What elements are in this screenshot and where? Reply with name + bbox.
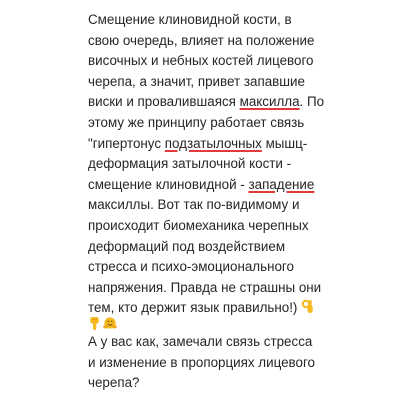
- text-line: [88, 32, 314, 50]
- text-run: деформаций под воздействием: [88, 238, 286, 254]
- text-line: [88, 52, 314, 70]
- point-down-icon: [88, 316, 101, 331]
- text-run: Смещение клиновидной кости, в: [88, 12, 292, 27]
- text-line: [88, 155, 291, 173]
- underlined-word: подзатылочных: [164, 135, 262, 151]
- text-line: [88, 135, 307, 153]
- text-run: черепа, а значит, привет запавшие: [88, 73, 305, 89]
- text-line: [88, 333, 312, 351]
- text-line: [88, 114, 304, 132]
- hugging-face-icon: [103, 316, 117, 331]
- underlined-word: западение: [248, 176, 315, 192]
- text-line: [88, 354, 315, 372]
- text-line: [88, 11, 292, 29]
- text-line: [88, 279, 321, 297]
- text-run: височных и небных костей лицевого: [88, 53, 314, 69]
- text-run: "гипертонус: [88, 135, 165, 151]
- text-run: мышц-: [261, 135, 308, 151]
- text-line: [88, 73, 305, 91]
- text-run: происходит биомеханика черепных: [88, 218, 309, 233]
- text-run: свою очередь, влияет на положение: [88, 32, 315, 48]
- text-line: [88, 217, 309, 235]
- text-line: [88, 238, 285, 256]
- ok-hand-icon: [301, 299, 314, 314]
- text-run: напряжения. Правда не страшны они: [88, 279, 322, 295]
- text-line: [88, 93, 324, 111]
- text-line: [88, 299, 314, 317]
- emoji-line: [88, 316, 117, 334]
- text-line: [88, 176, 314, 194]
- text-line: [88, 258, 294, 276]
- text-run: деформация затылочной кости -: [88, 156, 292, 172]
- text-run: этому же принципу работает связь: [88, 115, 305, 130]
- text-run: виски и провалившаяся: [88, 94, 240, 110]
- text-run: А у вас как, замечали связь стресса: [88, 334, 313, 349]
- text-line: [88, 374, 139, 392]
- text-run: смещение клиновидной -: [88, 176, 249, 192]
- text-run: максиллы. Вот так по-видимому и: [88, 197, 300, 213]
- underlined-word: максилла: [239, 94, 300, 110]
- text-run: стресса и психо-эмоционального: [88, 259, 294, 275]
- text-line: [88, 196, 299, 214]
- text-run: тем, кто держит язык правильно!): [88, 300, 302, 316]
- text-run: и изменение в пропорциях лицевого: [88, 354, 316, 370]
- text-run: . По: [299, 94, 325, 110]
- text-run: черепа?: [88, 375, 140, 391]
